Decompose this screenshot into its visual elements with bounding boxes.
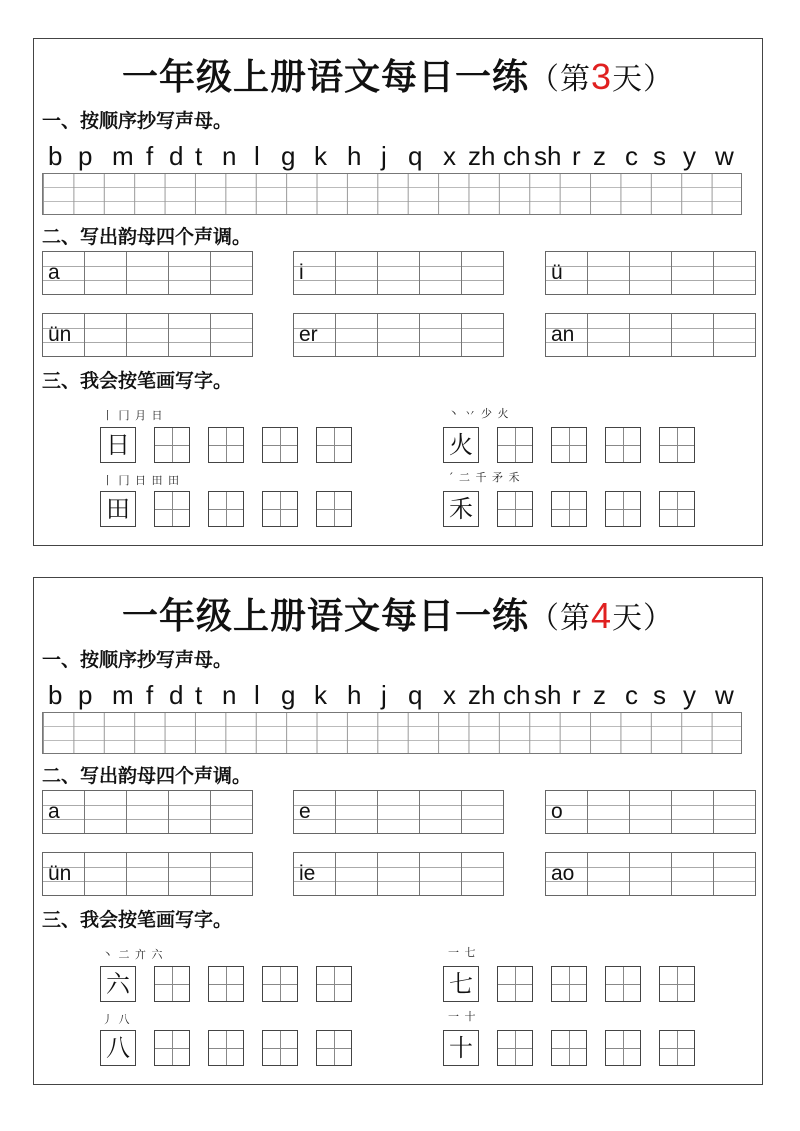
stroke-order-hint: 丨 冂 日 田 田 (102, 474, 180, 487)
initial-k: k (314, 680, 327, 710)
model-character-cell (100, 427, 136, 463)
practice-cell[interactable] (551, 427, 587, 463)
initial-w: w (715, 141, 734, 171)
practice-cell[interactable] (659, 966, 695, 1002)
initial-k: k (314, 141, 327, 171)
initial-z: z (593, 141, 606, 171)
initial-p: p (78, 680, 93, 710)
stroke-order-hint: 一 十 (448, 1010, 477, 1023)
final-tone-box[interactable] (293, 313, 504, 357)
practice-cell[interactable] (605, 427, 641, 463)
initial-f: f (146, 141, 154, 171)
final-label: i (299, 261, 304, 284)
initial-ch: ch (503, 141, 531, 171)
initial-sh: sh (534, 680, 562, 710)
stroke-order-hint: 一 七 (448, 946, 477, 959)
practice-cell[interactable] (208, 427, 244, 463)
final-label: an (551, 323, 575, 346)
initial-g: g (281, 680, 296, 710)
section-3-heading: 三、我会按笔画写字。 (42, 370, 233, 392)
practice-cell[interactable] (316, 491, 352, 527)
initial-z: z (593, 680, 606, 710)
final-label: ün (48, 323, 72, 346)
initial-q: q (408, 141, 423, 171)
model-character: 火 (449, 431, 473, 459)
practice-cell[interactable] (154, 1030, 190, 1066)
title-paren-close: ） (643, 62, 675, 97)
practice-cell[interactable] (497, 1030, 533, 1066)
practice-cell[interactable] (262, 966, 298, 1002)
initial-l: l (254, 680, 260, 710)
initial-y: y (683, 680, 696, 710)
day-number: 4 (590, 595, 613, 636)
stroke-order-hint: ˊ 二 千 矛 禾 (448, 471, 521, 484)
initial-l: l (254, 141, 260, 171)
initial-j: j (381, 680, 387, 710)
worksheet-title (34, 592, 762, 643)
initial-h: h (347, 141, 362, 171)
model-character-cell (100, 491, 136, 527)
stroke-order-hint: 丨 冂 月 日 (102, 409, 164, 422)
final-label: ao (551, 862, 575, 885)
final-tone-box[interactable] (545, 852, 756, 896)
initial-r: r (572, 680, 581, 710)
model-character-cell (443, 491, 479, 527)
title-paren-open: （ (528, 62, 560, 97)
final-label: a (48, 261, 60, 284)
final-tone-box[interactable] (42, 313, 253, 357)
worksheet (33, 38, 763, 546)
model-character: 六 (106, 970, 130, 998)
final-label: a (48, 800, 60, 823)
model-character: 田 (106, 495, 130, 523)
section-3-heading: 三、我会按笔画写字。 (42, 909, 233, 931)
final-tone-box[interactable] (545, 790, 756, 834)
model-character-cell (443, 1030, 479, 1066)
final-label: ün (48, 862, 72, 885)
initial-c: c (625, 141, 638, 171)
initial-m: m (112, 680, 134, 710)
initial-t: t (195, 141, 203, 171)
practice-cell[interactable] (659, 491, 695, 527)
final-label: ü (551, 261, 563, 284)
practice-cell[interactable] (551, 1030, 587, 1066)
model-character-cell (443, 427, 479, 463)
initial-t: t (195, 680, 203, 710)
initial-d: d (169, 141, 184, 171)
initial-f: f (146, 680, 154, 710)
initial-s: s (653, 680, 666, 710)
practice-cell[interactable] (316, 427, 352, 463)
initials-copy-grid[interactable] (42, 173, 742, 215)
section-1-heading: 一、按顺序抄写声母。 (42, 649, 233, 671)
practice-cell[interactable] (497, 427, 533, 463)
final-tone-box[interactable] (293, 852, 504, 896)
initials-copy-grid[interactable] (42, 712, 742, 754)
practice-cell[interactable] (208, 966, 244, 1002)
title-paren-open: （ (528, 601, 560, 636)
model-character-cell (100, 1030, 136, 1066)
title-day-prefix: 第 (559, 62, 591, 97)
initial-b: b (48, 141, 63, 171)
practice-cell[interactable] (154, 966, 190, 1002)
initial-w: w (715, 680, 734, 710)
final-tone-box[interactable] (293, 790, 504, 834)
practice-cell[interactable] (605, 966, 641, 1002)
practice-cell[interactable] (551, 966, 587, 1002)
model-character: 禾 (449, 495, 473, 523)
model-character: 七 (449, 970, 473, 998)
initial-q: q (408, 680, 423, 710)
initial-sh: sh (534, 141, 562, 171)
practice-cell[interactable] (316, 1030, 352, 1066)
practice-cell[interactable] (497, 491, 533, 527)
practice-cell[interactable] (659, 1030, 695, 1066)
stroke-order-hint: 丿 八 (102, 1013, 131, 1026)
title-day-suffix: 天 (612, 601, 644, 636)
day-number: 3 (590, 56, 613, 97)
practice-cell[interactable] (208, 1030, 244, 1066)
initial-ch: ch (503, 680, 531, 710)
section-1-heading: 一、按顺序抄写声母。 (42, 110, 233, 132)
initial-x: x (443, 680, 456, 710)
practice-cell[interactable] (605, 1030, 641, 1066)
practice-cell[interactable] (262, 491, 298, 527)
final-tone-box[interactable] (42, 251, 253, 295)
section-2-heading: 二、写出韵母四个声调。 (42, 765, 252, 787)
initial-s: s (653, 141, 666, 171)
initial-x: x (443, 141, 456, 171)
practice-cell[interactable] (659, 427, 695, 463)
worksheet-title (34, 53, 762, 104)
initial-zh: zh (468, 141, 496, 171)
section-2-heading: 二、写出韵母四个声调。 (42, 226, 252, 248)
practice-cell[interactable] (154, 491, 190, 527)
initials-row (48, 680, 760, 710)
initial-p: p (78, 141, 93, 171)
model-character-cell (100, 966, 136, 1002)
initial-b: b (48, 680, 63, 710)
final-tone-box[interactable] (545, 313, 756, 357)
title-text: 一年级上册语文每日一练 (121, 56, 529, 98)
practice-cell[interactable] (497, 966, 533, 1002)
title-text: 一年级上册语文每日一练 (121, 595, 529, 637)
model-character: 日 (106, 431, 130, 459)
worksheet (33, 577, 763, 1085)
stroke-order-hint: 丶 二 亣 六 (102, 948, 164, 961)
model-character: 八 (106, 1034, 130, 1062)
initial-n: n (222, 680, 237, 710)
initial-zh: zh (468, 680, 496, 710)
final-label: ie (299, 862, 316, 885)
model-character-cell (443, 966, 479, 1002)
initial-m: m (112, 141, 134, 171)
initial-r: r (572, 141, 581, 171)
title-day-suffix: 天 (612, 62, 644, 97)
practice-cell[interactable] (262, 427, 298, 463)
initial-d: d (169, 680, 184, 710)
practice-cell[interactable] (208, 491, 244, 527)
initial-h: h (347, 680, 362, 710)
final-tone-box[interactable] (293, 251, 504, 295)
practice-cell[interactable] (605, 491, 641, 527)
final-label: o (551, 800, 563, 823)
final-tone-box[interactable] (42, 852, 253, 896)
stroke-order-hint: 丶 丷 少 火 (448, 407, 510, 420)
initial-n: n (222, 141, 237, 171)
practice-cell[interactable] (154, 427, 190, 463)
initial-y: y (683, 141, 696, 171)
practice-cell[interactable] (551, 491, 587, 527)
final-tone-box[interactable] (42, 790, 253, 834)
practice-cell[interactable] (316, 966, 352, 1002)
final-label: e (299, 800, 311, 823)
initials-row (48, 141, 760, 171)
final-label: er (299, 323, 318, 346)
practice-cell[interactable] (262, 1030, 298, 1066)
initial-j: j (381, 141, 387, 171)
title-paren-close: ） (643, 601, 675, 636)
model-character: 十 (449, 1034, 473, 1062)
title-day-prefix: 第 (559, 601, 591, 636)
initial-g: g (281, 141, 296, 171)
initial-c: c (625, 680, 638, 710)
final-tone-box[interactable] (545, 251, 756, 295)
